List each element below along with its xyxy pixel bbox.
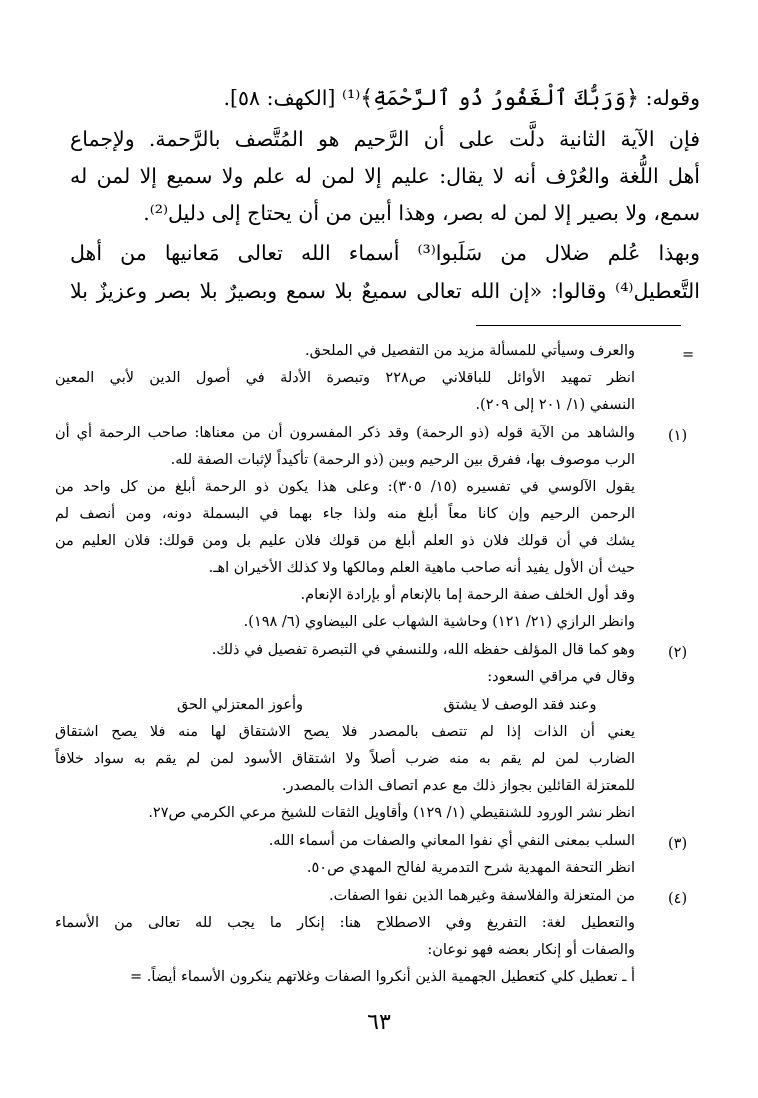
footnote-4-line-3: والصفات أو إنكار بعضه فهو نوعان: <box>427 942 635 958</box>
footnote-1-line-8: وانظر الرازي (٢١/ ١٢١) وحاشية الشهاب على البيضاوي (٦/ ١٩٨). <box>243 614 635 630</box>
footnote-2-line-5: للمعتزلة القائلين بجواز ذلك مع عدم اتصاف الذات بالمصدر. <box>281 778 635 794</box>
quran-verse: ﴿وَرَبُّكَ ٱلْغَفُورُ ذُو ٱلرَّحْمَةِ﴾ <box>360 86 640 111</box>
poem-hemistich-right: وعند فقد الوصف لا يشتق <box>443 697 597 713</box>
footnote-3-marker: (٣) <box>668 836 688 852</box>
footnote-2-line-1: وهو كما قال المؤلف حفظه الله، وللنسفي في التبصرة تفصيل في ذلك. <box>211 642 635 658</box>
footnote-4-line-4: أ ـ تعطيل كلي كتعطيل الجهمية الذين أنكروا الصفات وغلاتهم ينكرون الأسماء أيضاً. = <box>129 969 635 985</box>
footnote-cont-line-2: انظر تمهيد الأوائل للباقلاني ص٢٢٨ وتبصرة الأدلة في أصول الدين لأبي المعين <box>55 370 635 386</box>
main-line-5: وبهذا عُلم ضلال من سَلَبوا⁽³⁾ أسماء الله تعالى مَعانيها من أهل <box>70 241 700 265</box>
footnote-4-marker: (٤) <box>668 891 688 907</box>
main-line-4: سمع، ولا بصير إلا لمن له بصر، وهذا أبين من أن يحتاج إلى دليل⁽²⁾. <box>143 201 700 225</box>
footnote-4-line-2: والتعطيل لغة: التفريغ وفي الاصطلاح هنا: إنكار ما يجب لله تعالى من الأسماء <box>55 915 635 931</box>
footnote-1-line-1: والشاهد من الآية قوله (ذو الرحمة) وقد ذكر المفسرون أن من معناها: صاحب الرحمة أي أن <box>55 425 635 441</box>
main-line-6: التَّعطيل⁽⁴⁾ وقالوا: «إن الله تعالى سميعٌ بلا سمع وبصيرٌ بلا بصر وعزيزٌ بلا <box>70 279 700 303</box>
footnote-1-line-4: الرحمن الرحيم وإن كانا معاً أبلغ منه ولذا جاء بهما في البسملة دونه، ومن أنصف لم <box>55 506 635 522</box>
footnote-4-line-1: من المتعزلة والفلاسفة وغيرهما الذين نفوا الصفات. <box>328 888 635 904</box>
poem-hemistich-left: وأعوز المعتزلي الحق <box>177 697 303 713</box>
footnote-cont-line-1: والعرف وسيأتي للمسألة مزيد من التفصيل في الملحق. <box>305 343 635 359</box>
main-line-1-post: ⁽¹⁾ [الكهف: ٥٨]. <box>223 86 361 110</box>
footnote-cont-line-3: النسفي (١/ ٢٠١ إلى ٢٠٩). <box>475 397 635 413</box>
footnote-1-line-7: وقد أول الخلف صفة الرحمة إما بالإنعام أو بإرادة الإنعام. <box>300 587 635 603</box>
footnote-1-line-3: يقول الآلوسي في تفسيره (١٥/ ٣٠٥): وعلى هذا يكون ذو الرحمة أبلغ من كل واحد من <box>55 479 635 495</box>
footnote-1-line-6: حيث أن الأول يفيد أنه صاحب ماهية العلم ومالكها ولا كذلك الأخيران اهـ. <box>208 560 635 576</box>
footnote-1-marker: (١) <box>668 428 688 444</box>
footnote-3-line-2: انظر التحفة المهدية شرح التدمرية لفالح المهدي ص٥٠. <box>306 860 635 876</box>
footnote-1-line-2: الرب موصوف بها، ففرق بين الرحيم وبين (ذو الرحمة) تأكيداً لإثبات الصفة لله. <box>170 452 635 468</box>
footnote-separator <box>476 325 681 326</box>
main-line-1 <box>70 82 700 115</box>
continuation-marker: = <box>682 347 695 363</box>
footnote-2-line-2: وقال في مراقي السعود: <box>487 669 635 685</box>
main-line-3: أهل اللُّغة والعُرْف أنه لا يقال: عليم إلا لمن له علم ولا سميع إلا لمن له <box>70 164 700 188</box>
footnote-3-line-1: السلب بمعنى النفي أي نفوا المعاني والصفات من أسماء الله. <box>268 833 635 849</box>
footnote-2-line-3: يعني أن الذات إذا لم تتصف بالمصدر فلا يصح الاشتقاق لها منه فلا يصح اشتقاق <box>55 724 635 740</box>
footnote-2-line-4: الضارب لمن لم يقم به منه ضرب أصلاً ولا اشتقاق الأسود لمن لم يقم به سواد خلافاً <box>55 751 635 767</box>
page-number: ٦٣ <box>367 1010 391 1035</box>
footnote-2-marker: (٢) <box>668 645 688 661</box>
footnote-2-line-6: انظر نشر الورود للشنقيطي (١/ ١٢٩) وأقاويل الثقات للشيخ مرعي الكرمي ص٢٧. <box>148 805 635 821</box>
main-line-1-pre: وقوله: <box>639 86 700 110</box>
main-line-2: فإن الآية الثانية دلَّت على أن الرَّحيم هو المُتَّصف بالرَّحمة. ولإجماع <box>70 127 700 151</box>
footnote-1-line-5: يشك في أن قولك فلان ذو العلم أبلغ من قولك فلان عليم بل ومن قولك: فلان العليم من <box>55 533 635 549</box>
